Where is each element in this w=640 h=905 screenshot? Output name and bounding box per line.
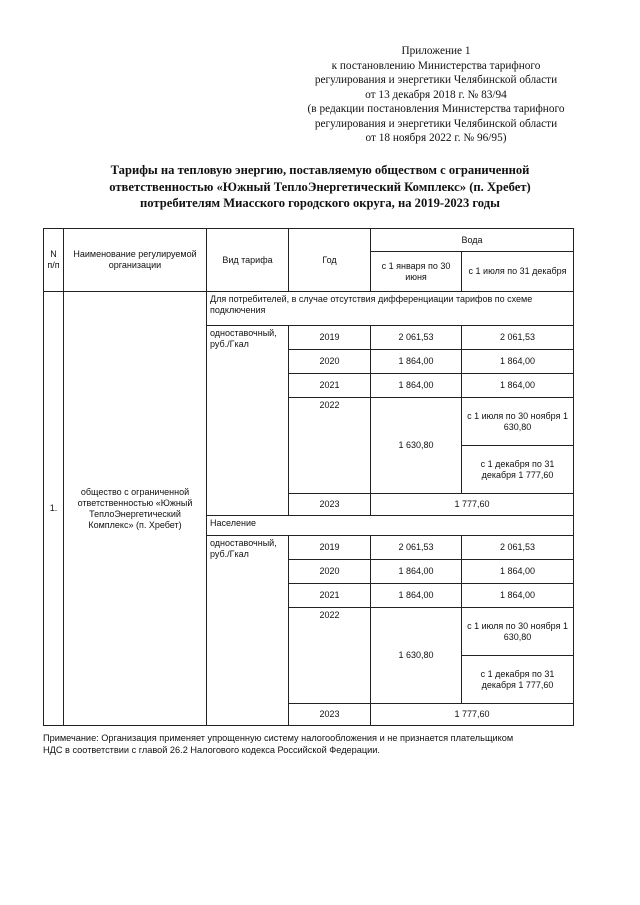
section-title: Для потребителей, в случае отсутствия дифференциации тарифов по схеме подключения xyxy=(207,292,574,326)
appendix-line: (в редакции постановления Министерства тарифного xyxy=(307,103,565,115)
section-title: Население xyxy=(207,516,574,536)
value-cell: 1 864,00 xyxy=(462,584,574,608)
appendix-block xyxy=(300,44,572,146)
row-number: 1. xyxy=(44,292,64,726)
document-title xyxy=(50,162,590,212)
value-cell: 1 864,00 xyxy=(371,584,462,608)
organization-name: общество с ограниченной ответственностью «Южный ТеплоЭнергетический Комплекс» (п. Хребет) xyxy=(64,292,207,726)
value-cell: 1 630,80 xyxy=(371,398,462,494)
appendix-line: Приложение 1 xyxy=(401,45,471,57)
header-period-2: с 1 июля по 31 декабря xyxy=(462,252,574,292)
value-cell: 2 061,53 xyxy=(371,536,462,560)
year-cell: 2019 xyxy=(289,326,371,350)
value-cell: 1 864,00 xyxy=(462,560,574,584)
tariff-type: одноставочный, руб./Гкал xyxy=(207,326,289,516)
header-period-1: с 1 января по 30 июня xyxy=(371,252,462,292)
value-cell: 1 864,00 xyxy=(462,374,574,398)
value-cell: 2 061,53 xyxy=(462,536,574,560)
title-line: ответственностью «Южный ТеплоЭнергетический Комплекс» (п. Хребет) xyxy=(109,179,531,194)
value-cell: 1 777,60 xyxy=(371,704,574,726)
year-cell: 2020 xyxy=(289,350,371,374)
value-cell: 1 864,00 xyxy=(371,560,462,584)
tariff-type: одноставочный, руб./Гкал xyxy=(207,536,289,726)
value-subperiod-cell: с 1 декабря по 31 декабря 1 777,60 xyxy=(462,446,574,494)
appendix-line: от 13 декабря 2018 г. № 83/94 xyxy=(365,88,507,101)
value-subperiod-cell: с 1 июля по 30 ноября 1 630,80 xyxy=(462,398,574,446)
year-cell: 2021 xyxy=(289,374,371,398)
value-cell: 2 061,53 xyxy=(462,326,574,350)
header-tariff-type: Вид тарифа xyxy=(207,229,289,292)
value-cell: 1 864,00 xyxy=(462,350,574,374)
appendix-line: регулирования и энергетики Челябинской области xyxy=(314,117,558,130)
header-year: Год xyxy=(289,229,371,292)
year-cell: 2020 xyxy=(289,560,371,584)
footnote xyxy=(43,732,583,756)
year-cell: 2022 xyxy=(289,398,371,494)
appendix-line: от 18 ноября 2022 г. № 96/95) xyxy=(365,132,507,144)
value-subperiod-cell: с 1 июля по 30 ноября 1 630,80 xyxy=(462,608,574,656)
value-cell: 1 864,00 xyxy=(371,374,462,398)
header-num: N п/п xyxy=(44,229,64,292)
value-subperiod-cell: с 1 декабря по 31 декабря 1 777,60 xyxy=(462,656,574,704)
title-line: потребителям Миасского городского округа, на 2019-2023 годы xyxy=(140,196,500,210)
appendix-line: регулирования и энергетики Челябинской области xyxy=(314,74,558,86)
value-cell: 1 630,80 xyxy=(371,608,462,704)
footnote-line: НДС в соответствии с главой 26.2 Налогового кодекса Российской Федерации. xyxy=(43,745,380,755)
year-cell: 2021 xyxy=(289,584,371,608)
appendix-line: к постановлению Министерства тарифного xyxy=(331,59,541,72)
value-cell: 1 864,00 xyxy=(371,350,462,374)
header-organization: Наименование регулируемой организации xyxy=(64,229,207,292)
value-cell: 1 777,60 xyxy=(371,494,574,516)
footnote-line: Примечание: Организация применяет упрощенную систему налогообложения и не признается плательщиком xyxy=(43,733,514,743)
year-cell: 2023 xyxy=(289,494,371,516)
year-cell: 2023 xyxy=(289,704,371,726)
header-water: Вода xyxy=(371,229,574,252)
year-cell: 2022 xyxy=(289,608,371,704)
year-cell: 2019 xyxy=(289,536,371,560)
tariff-table xyxy=(43,228,574,726)
title-line: Тарифы на тепловую энергию, поставляемую обществом с ограниченной xyxy=(110,163,530,177)
value-cell: 2 061,53 xyxy=(371,326,462,350)
